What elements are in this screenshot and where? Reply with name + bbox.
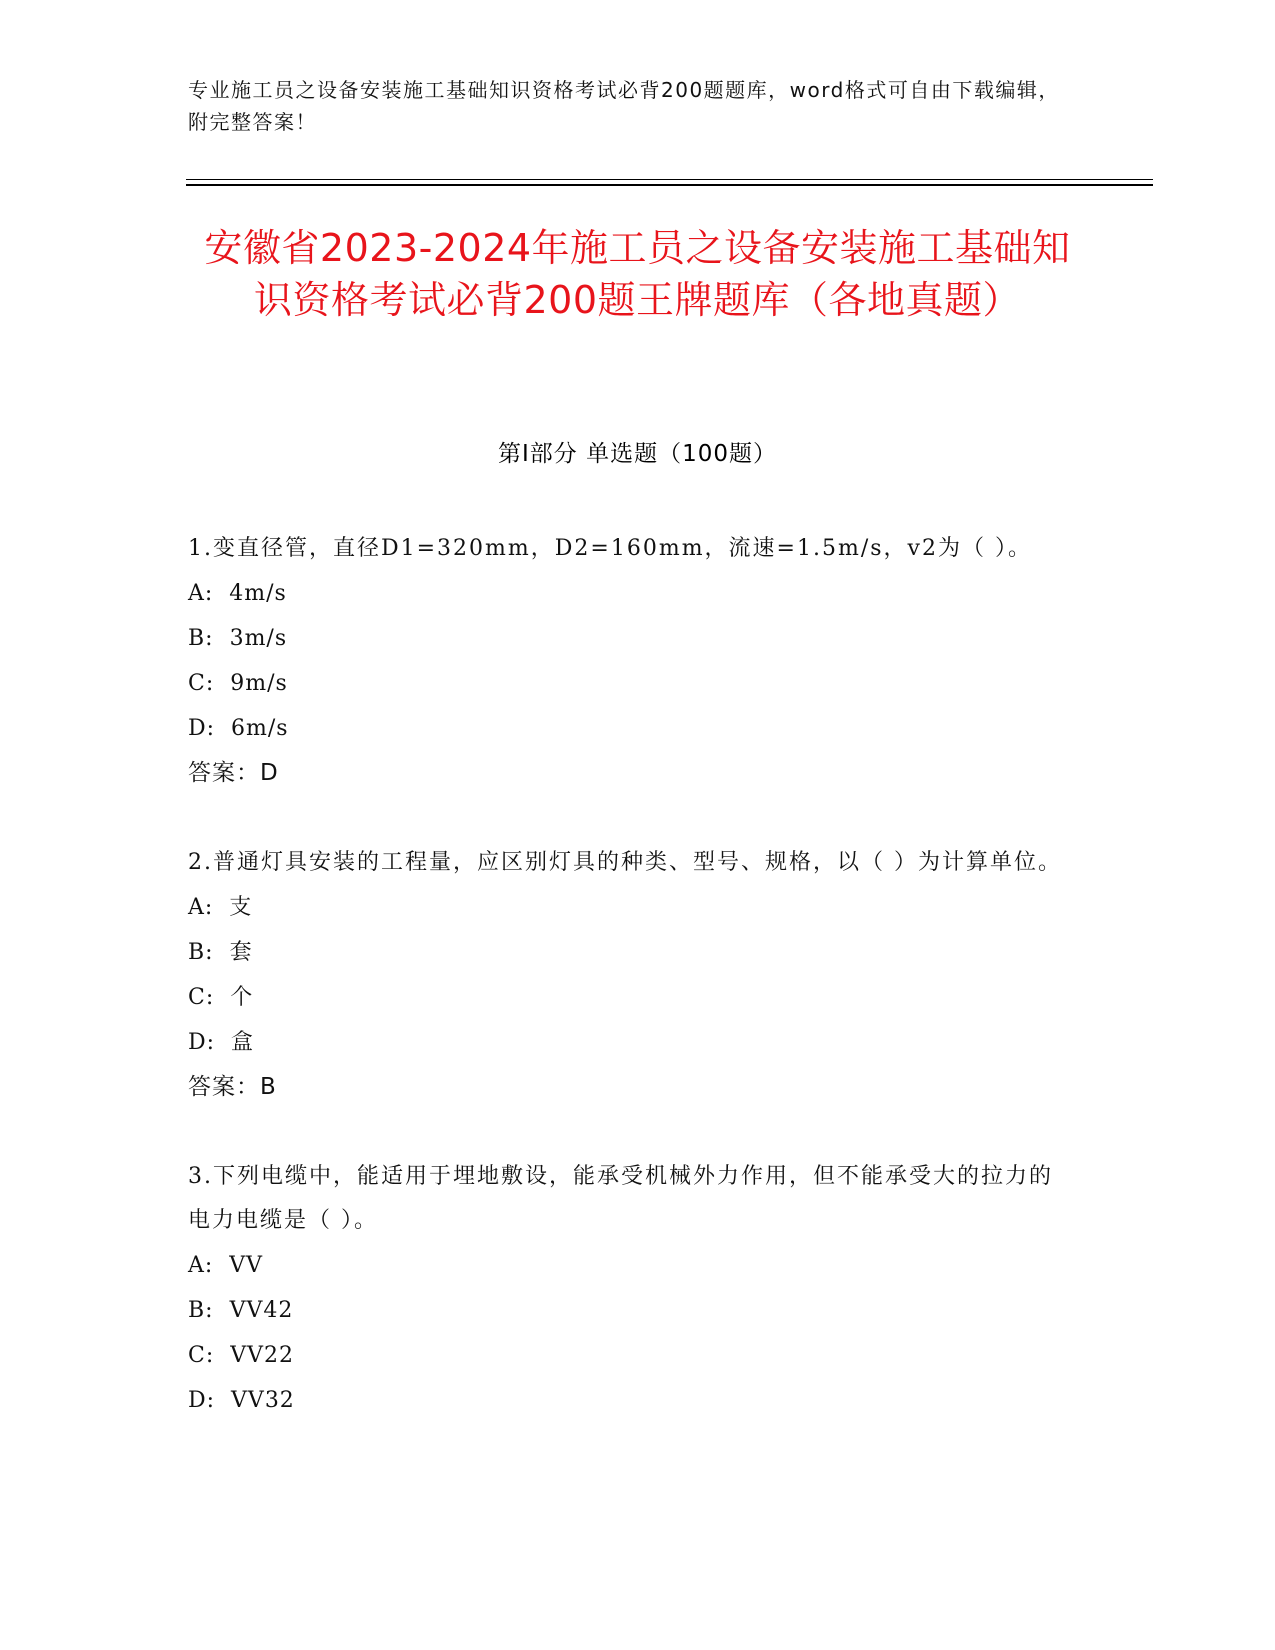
option-c: C: VV22 (188, 1343, 295, 1368)
question-list (188, 527, 1068, 1469)
option-b: B: 3m/s (188, 626, 288, 651)
option-d: D: VV32 (188, 1388, 295, 1413)
answer: 答案：B (188, 1074, 277, 1100)
option-b: B: VV42 (188, 1298, 294, 1323)
answer: 答案：D (188, 760, 279, 786)
question-stem: 1.变直径管，直径D1=320mm，D2=160mm，流速=1.5m/s，v2为（ ）。 (188, 536, 1032, 561)
question-1 (188, 527, 1068, 795)
question-stem: 2.普通灯具安装的工程量，应区别灯具的种类、型号、规格，以（ ）为计算单位。 (188, 850, 1062, 875)
document-title: 安徽省2023-2024年施工员之设备安装施工基础知识资格考试必背200题王牌题库（各地真题） (204, 226, 1071, 322)
option-a: A: 支 (188, 895, 253, 920)
header-note: 专业施工员之设备安装施工基础知识资格考试必背200题题库，word格式可自由下载编辑，附完整答案！ (188, 78, 1060, 134)
question-3 (188, 1155, 1068, 1423)
option-c: C: 9m/s (188, 671, 288, 696)
option-c: C: 个 (188, 985, 254, 1010)
option-a: A: VV (188, 1253, 264, 1278)
header-divider-thick (186, 184, 1153, 186)
question-stem: 3.下列电缆中，能适用于埋地敷设，能承受机械外力作用，但不能承受大的拉力的电力电缆是（ ）。 (188, 1164, 1053, 1233)
section-title: 第Ⅰ部分 单选题（100题） (498, 441, 777, 467)
option-d: D: 盒 (188, 1030, 255, 1055)
option-d: D: 6m/s (188, 716, 289, 741)
option-b: B: 套 (188, 940, 253, 965)
option-a: A: 4m/s (188, 581, 287, 606)
question-2 (188, 841, 1068, 1109)
header-divider-thin (186, 179, 1153, 180)
